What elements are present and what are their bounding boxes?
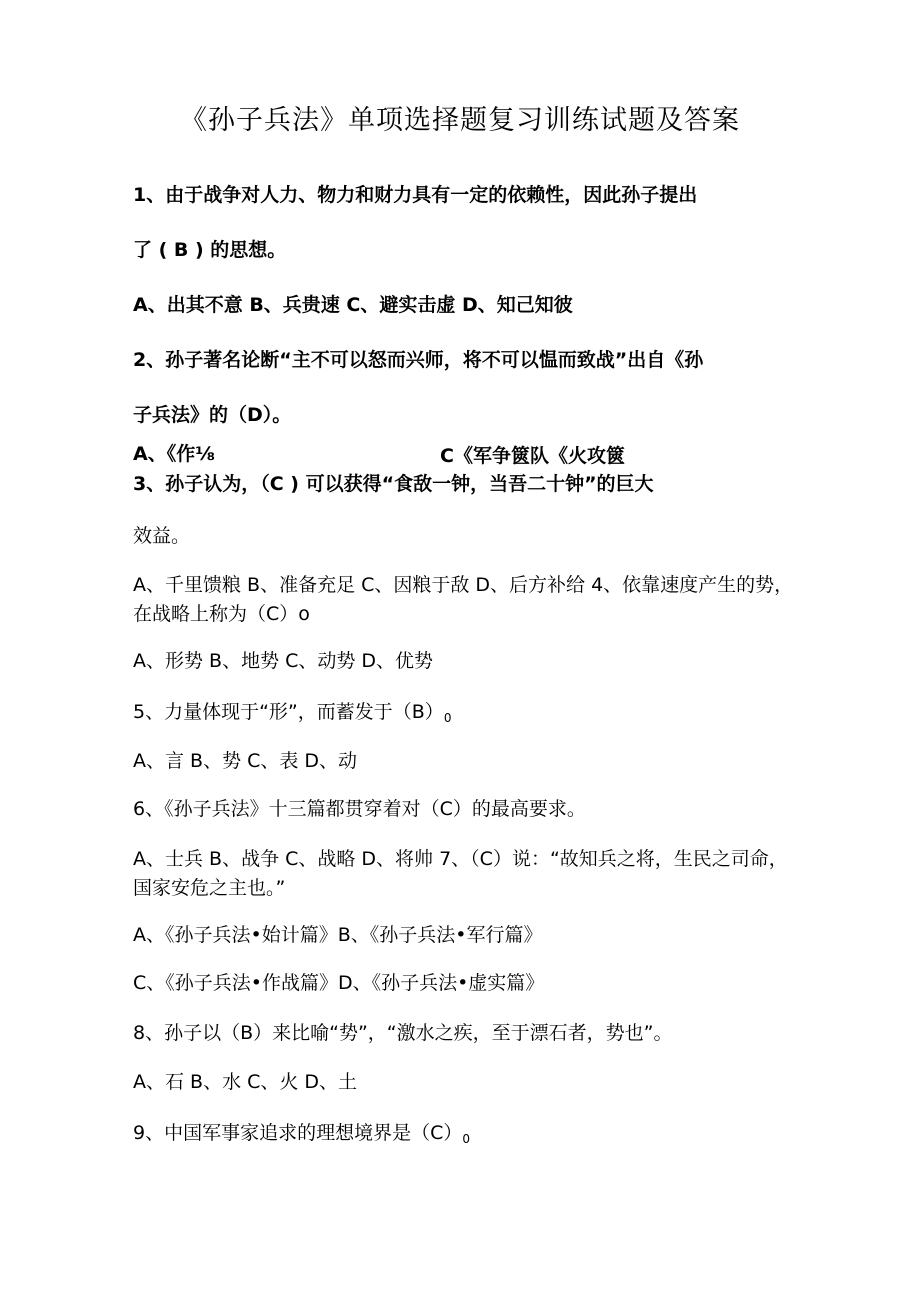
question-5-tail: 0 (443, 711, 452, 725)
question-8: 8、孙子以（B）来比喻“势”，“激水之疾，至于漂石者，势也”。 (133, 1022, 673, 1044)
question-9-text: 9、中国军事家追求的理想境界是（C） (133, 1122, 463, 1144)
question-2-line-2: 子兵法》的（D）。 (133, 404, 292, 426)
question-1-line-1: 1、由于战争对人力、物力和财力具有一定的依赖性，因此孙子提出 (133, 184, 698, 206)
question-7-options-cd: C、《孙子兵法•作战篇》D、《孙子兵法•虚实篇》 (133, 972, 545, 994)
question-3-line-1: 3、孙子认为，（C ) 可以获得“食敌一钟，当吾二十钟”的巨大 (133, 473, 654, 495)
question-4-options: A、形势 B、地势 C、动势 D、优势 (133, 650, 434, 672)
question-3-options-question-4: A、千里馈粮 B、准备充足 C、因粮于敌 D、后方补给 4、依靠速度产生的势，在战略上称为（C）o (133, 574, 794, 625)
document-title: 《孙子兵法》单项选择题复习训练试题及答案 (180, 105, 740, 136)
question-6-options-question-7: A、士兵 B、战争 C、战略 D、将帅 7、（C）说：“故知兵之将，生民之司命，国家安危之主也。” (133, 848, 788, 899)
question-9-tail: 0 (462, 1132, 470, 1146)
question-5-text: 5、力量体现于“形”，而蓄发于（B） (133, 701, 444, 723)
question-2-options-left: A、《作⅛ (133, 443, 215, 465)
question-7-options-ab: A、《孙子兵法•始计篇》B、《孙子兵法•军行篇》 (133, 924, 543, 946)
question-5 (133, 700, 451, 730)
question-1-options: A、出其不意 B、兵贵速 C、避实击虚 D、知己知彼 (133, 294, 573, 316)
question-6: 6、《孙子兵法》十三篇都贯穿着对（C）的最高要求。 (133, 798, 586, 820)
question-2-options-right: C《军争篋队《火攻篋 (440, 445, 625, 467)
question-2-line-1: 2、孙子著名论断“主不可以怒而兴师，将不可以愠而致战”出自《孙 (133, 349, 704, 371)
question-5-options: A、言 B、势 C、表 D、动 (133, 750, 358, 772)
question-8-options: A、石 B、水 C、火 D、土 (133, 1071, 358, 1093)
question-9 (133, 1121, 470, 1151)
question-1-line-2: 了 ( B ) 的思想。 (133, 239, 287, 261)
question-3-line-2: 效益。 (133, 525, 191, 547)
